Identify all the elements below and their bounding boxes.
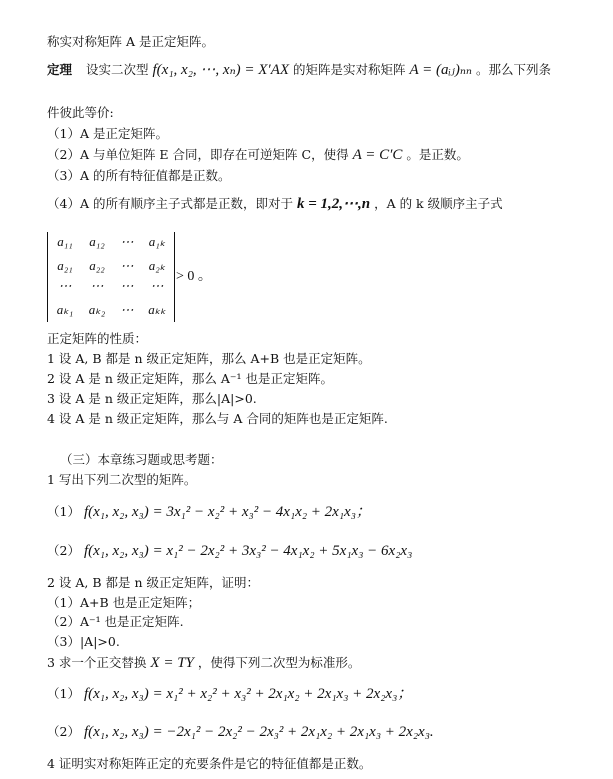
condition-4-text-b: ，A 的 k 级顺序主子式: [374, 196, 503, 211]
matrix-cell: ⋯: [120, 302, 134, 317]
question-3-text-a: 3 求一个正交替换: [47, 655, 147, 670]
theorem-text-c: 。那么下列条: [476, 62, 552, 77]
question-1: 1 写出下列二次型的矩阵。: [47, 472, 197, 487]
equivalence-intro: 件彼此等价:: [47, 105, 114, 120]
matrix-cell: ⋯: [90, 278, 104, 293]
positive-suffix: > 0 。: [176, 269, 212, 284]
property-1: 1 设 A, B 都是 n 级正定矩阵，那么 A+B 也是正定矩阵。: [47, 351, 371, 366]
question-1-2-label: （2）: [47, 543, 80, 558]
condition-4-formula: k = 1,2,⋯,n: [296, 196, 371, 212]
matrix-cell: ⋯: [58, 278, 72, 293]
question-3: [47, 655, 360, 671]
exercises-title: （三）本章练习题或思考题：: [60, 452, 223, 467]
matrix-cell: a₁₁: [57, 234, 73, 249]
property-4: 4 设 A 是 n 级正定矩阵，那么与 A 合同的矩阵也是正定矩阵.: [47, 411, 388, 426]
principal-minor-determinant: [47, 232, 175, 322]
condition-4: [47, 196, 503, 212]
theorem-label: 定理: [47, 62, 73, 77]
intro-line: 称实对称矩阵 A 是正定矩阵。: [47, 34, 214, 49]
question-3-1-label: （1）: [47, 686, 80, 701]
matrix-cell: a₂₁: [57, 258, 73, 273]
matrix-cell: aₖ₁: [56, 302, 74, 317]
question-2-1: （1）A+B 也是正定矩阵；: [47, 595, 201, 610]
property-3: 3 设 A 是 n 级正定矩阵，那么|A|>0.: [47, 391, 257, 406]
theorem-line: [47, 62, 551, 78]
matrix-cell: ⋯: [120, 258, 134, 273]
matrix-cell: aₖₖ: [148, 302, 166, 317]
question-3-formula: X = TY: [150, 655, 194, 671]
question-1-2-formula: f(x₁, x₂, x₃) = x₁² − 2x₂² + 3x₃² − 4x₁x₂ + 5x₁x₃ − 6x₂x₃: [83, 543, 413, 559]
condition-2-text-b: 。是正数。: [406, 147, 469, 162]
matrix-cell: a₂ₖ: [148, 258, 166, 273]
question-1-1-formula: f(x₁, x₂, x₃) = 3x₁² − x₂² + x₃² − 4x₁x₂ + 2x₁x₃；: [83, 504, 371, 520]
theorem-formula2: A = (aᵢⱼ)ₙₙ: [409, 62, 473, 78]
condition-2: [47, 147, 469, 163]
question-3-2-label: （2）: [47, 724, 80, 739]
matrix-cell: a₂₂: [89, 258, 105, 273]
matrix-cell: a₁ₖ: [148, 234, 166, 249]
question-3-text-b: ，使得下列二次型为标准形。: [197, 655, 361, 670]
question-4: 4 证明实对称矩阵正定的充要条件是它的特征值都是正数。: [47, 756, 372, 771]
condition-4-text-a: （4）A 的所有顺序主子式都是正数，即对于: [47, 196, 293, 211]
question-3-1-formula: f(x₁, x₂, x₃) = x₁² + x₂² + x₃² + 2x₁x₂ + 2x₁x₃ + 2x₂x₃；: [83, 686, 413, 702]
property-2: 2 设 A 是 n 级正定矩阵，那么 A⁻¹ 也是正定矩阵。: [47, 371, 333, 386]
theorem-formula: f(x₁, x₂, ⋯, xₙ) = X′AX: [152, 62, 290, 78]
properties-title: 正定矩阵的性质：: [47, 331, 148, 346]
question-2: 2 设 A, B 都是 n 级正定矩阵，证明：: [47, 575, 260, 590]
question-2-3: （3）|A|>0.: [47, 634, 120, 649]
matrix-cell: ⋯: [120, 278, 134, 293]
theorem-text-a: 设实二次型: [86, 62, 149, 77]
question-1-2: [47, 543, 412, 559]
question-2-2: （2）A⁻¹ 也是正定矩阵.: [47, 614, 184, 629]
question-3-1: [47, 686, 412, 702]
question-3-2: [47, 724, 434, 740]
condition-3: （3）A 的所有特征值都是正数。: [47, 168, 231, 183]
matrix-cell: aₖ₂: [88, 302, 106, 317]
question-3-2-formula: f(x₁, x₂, x₃) = −2x₁² − 2x₂² − 2x₃² + 2x₁x₂ + 2x₁x₃ + 2x₂x₃.: [83, 724, 434, 740]
condition-2-text-a: （2）A 与单位矩阵 E 合同，即存在可逆矩阵 C，使得: [47, 147, 349, 162]
question-1-1: [47, 504, 371, 520]
question-1-1-label: （1）: [47, 504, 80, 519]
matrix-cell: ⋯: [120, 234, 134, 249]
condition-1: （1）A 是正定矩阵。: [47, 126, 168, 141]
theorem-text-b: 的矩阵是实对称矩阵: [293, 62, 406, 77]
matrix-cell: ⋯: [150, 278, 164, 293]
matrix-cell: a₁₂: [89, 234, 105, 249]
condition-2-formula: A = C′C: [352, 147, 403, 163]
